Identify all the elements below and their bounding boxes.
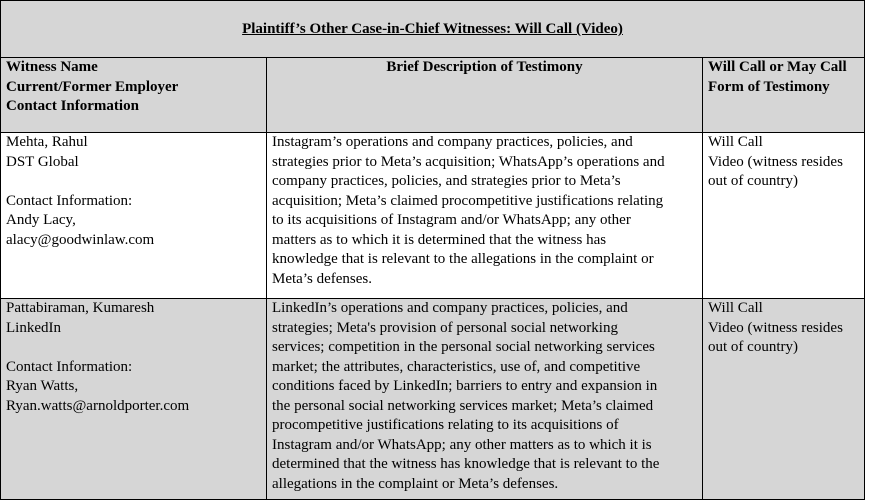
contact-name: Ryan Watts, <box>6 378 79 394</box>
description-line: strategies prior to Meta’s acquisition; WhatsApp’s operations and <box>272 153 665 170</box>
description-line: the personal social networking services market; Meta’s claimed <box>272 397 654 414</box>
description-line: company practices, policies, and strategies prior to Meta’s <box>272 173 621 189</box>
table-row <box>1 299 865 500</box>
call-cell <box>703 299 865 500</box>
description-cell <box>267 133 703 299</box>
description-line: determined that the witness has knowledge that is relevant to the <box>272 456 660 472</box>
table-row <box>1 133 865 299</box>
description-line: Instagram and/or WhatsApp; any other matters as to which it is <box>272 436 652 453</box>
header-description <box>267 58 703 133</box>
description-line: Meta’s defenses. <box>272 270 372 287</box>
contact-email: alacy@goodwinlaw.com <box>6 231 155 248</box>
description-line: LinkedIn’s operations and company practices, policies, and <box>272 300 628 316</box>
form-value: out of country) <box>708 339 798 355</box>
description-line: acquisition; Meta’s claimed procompetitive justifications relating <box>272 192 664 209</box>
witness-cell <box>1 299 267 500</box>
form-value: Video (witness resides <box>708 319 843 336</box>
header-witness <box>1 58 267 133</box>
header-call <box>703 58 865 133</box>
contact-label: Contact Information: <box>6 192 133 209</box>
header-form: Form of Testimony <box>708 78 830 95</box>
witness-employer: DST Global <box>6 153 79 170</box>
description-cell <box>267 299 703 500</box>
witness-name: Pattabiraman, Kumaresh <box>6 300 155 316</box>
witness-employer: LinkedIn <box>6 319 61 336</box>
header-row <box>1 58 865 133</box>
spacer <box>6 338 261 358</box>
witness-name: Mehta, Rahul <box>6 134 88 150</box>
spacer <box>6 172 261 192</box>
header-employer: Current/Former Employer <box>6 78 179 95</box>
header-witness-name: Witness Name <box>6 59 98 75</box>
header-description-label: Brief Description of Testimony <box>386 59 583 75</box>
description-line: Instagram’s operations and company practices, policies, and <box>272 134 633 150</box>
will-call-value: Will Call <box>708 134 763 150</box>
header-contact: Contact Information <box>6 98 139 114</box>
description-line: knowledge that is relevant to the allegations in the complaint or <box>272 251 654 267</box>
description-line: matters as to which it is determined that the witness has <box>272 231 607 248</box>
contact-label: Contact Information: <box>6 358 133 375</box>
title-cell <box>1 1 865 58</box>
description-line: allegations in the complaint or Meta’s defenses. <box>272 475 559 492</box>
description-line: services; competition in the personal social networking services <box>272 339 655 355</box>
table-title: Plaintiff’s Other Case-in-Chief Witnesses: Will Call (Video) <box>242 21 623 38</box>
description-line: market; the attributes, characteristics, use of, and competitive <box>272 358 641 375</box>
description-line: procompetitive justifications relating to its acquisitions of <box>272 417 619 433</box>
header-will-may-call: Will Call or May Call <box>708 59 847 75</box>
description-line: conditions faced by LinkedIn; barriers to entry and expansion in <box>272 378 658 394</box>
description-line: strategies; Meta's provision of personal social networking <box>272 319 618 336</box>
contact-email: Ryan.watts@arnoldporter.com <box>6 397 190 414</box>
form-value: Video (witness resides <box>708 153 843 170</box>
form-value: out of country) <box>708 173 798 189</box>
call-cell <box>703 133 865 299</box>
description-line: to its acquisitions of Instagram and/or WhatsApp; any other <box>272 212 631 228</box>
contact-name: Andy Lacy, <box>6 212 76 228</box>
will-call-value: Will Call <box>708 300 763 316</box>
title-row <box>1 1 865 58</box>
witness-cell <box>1 133 267 299</box>
